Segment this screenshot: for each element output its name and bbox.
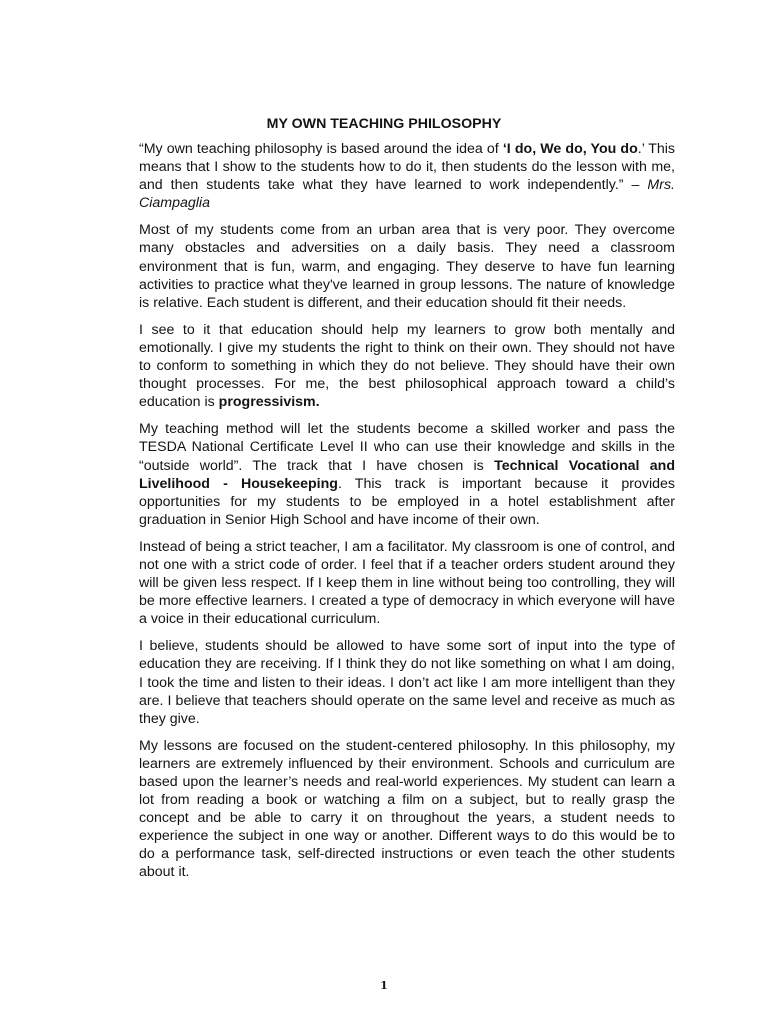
paragraph-2 [139, 221, 675, 311]
paragraph-text: .’ This means that I show to the students how to do it, then students do the lesson with me, and then students take what they have learned to work independently.” – [139, 141, 676, 194]
paragraph-3 [139, 321, 675, 411]
paragraph-text: Most of my students come from an urban area that is very poor. They overcome many obstacles and adversities on a daily basis. They need a classroom environment that is fun, warm, and engaging. They deserve to have fun learning activities to practice what they've learned in group lessons. The nature of knowledge is relative. Each student is different, and their education should fit their needs. [139, 222, 675, 311]
paragraph-text: I believe, students should be allowed to have some sort of input into the type of education they are receiving. If I think they do not like something on what I am doing, I took the time and listen to their ideas. I don’t act like I am more intelligent than they are. I believe that teachers should operate on the same level and receive as much as they give. [139, 638, 675, 727]
bold-text: ‘I do, We do, You do [502, 141, 638, 157]
paragraph-text: My teaching method will let the students become a skilled worker and pass the TESDA National Certificate Level II who can use their knowledge and skills in the “outside world”. The track that I have chosen is [139, 421, 675, 474]
paragraph-text: Instead of being a strict teacher, I am a facilitator. My classroom is one of control, and not one with a strict code of order. I feel that if a teacher orders student around they will be given less respect. If I keep them in line without being too controlling, they will be more effective learners. I created a type of democracy in which everyone will have a voice in their educational curriculum. [139, 538, 675, 628]
paragraph-7 [139, 737, 675, 882]
paragraph-text: “My own teaching philosophy is based around the idea of [139, 141, 503, 157]
italic-text: Mrs. Ciampaglia [139, 177, 675, 212]
paragraph-5 [139, 538, 675, 628]
paragraph-4 [139, 420, 675, 529]
bold-text: progressivism. [218, 394, 320, 411]
bold-text: Technical Vocational and Livelihood - Housekeeping [139, 457, 676, 492]
paragraph-text: My lessons are focused on the student-centered philosophy. In this philosophy, my learners are extremely influenced by their environment. Schools and curriculum are based upon the learner’s needs and real-world experiences. My student can learn a lot from reading a book or watching a film on a subject, but to really grasp the concept and be able to carry it on throughout the years, a student needs to experience the subject in one way or another. Different ways to do this would be to do a performance task, self-directed instructions or even teach the other students about it. [139, 737, 675, 881]
paragraph-1 [139, 140, 675, 212]
document-title: MY OWN TEACHING PHILOSOPHY [266, 116, 502, 132]
paragraph-text: I see to it that education should help my learners to grow both mentally and emotionally. I give my students the right to think on their own. They should not have to conform to something in which they do not believe. They should have their own thought processes. For me, the best philosophical approach toward a child’s education is [139, 321, 675, 411]
page-number: 1 [380, 979, 388, 992]
document-body [139, 140, 675, 891]
paragraph-6 [139, 637, 675, 727]
paragraph-text: . This track is important because it provides opportunities for my students to be employed in a hotel establishment after graduation in Senior High School and have income of their own. [139, 475, 675, 528]
